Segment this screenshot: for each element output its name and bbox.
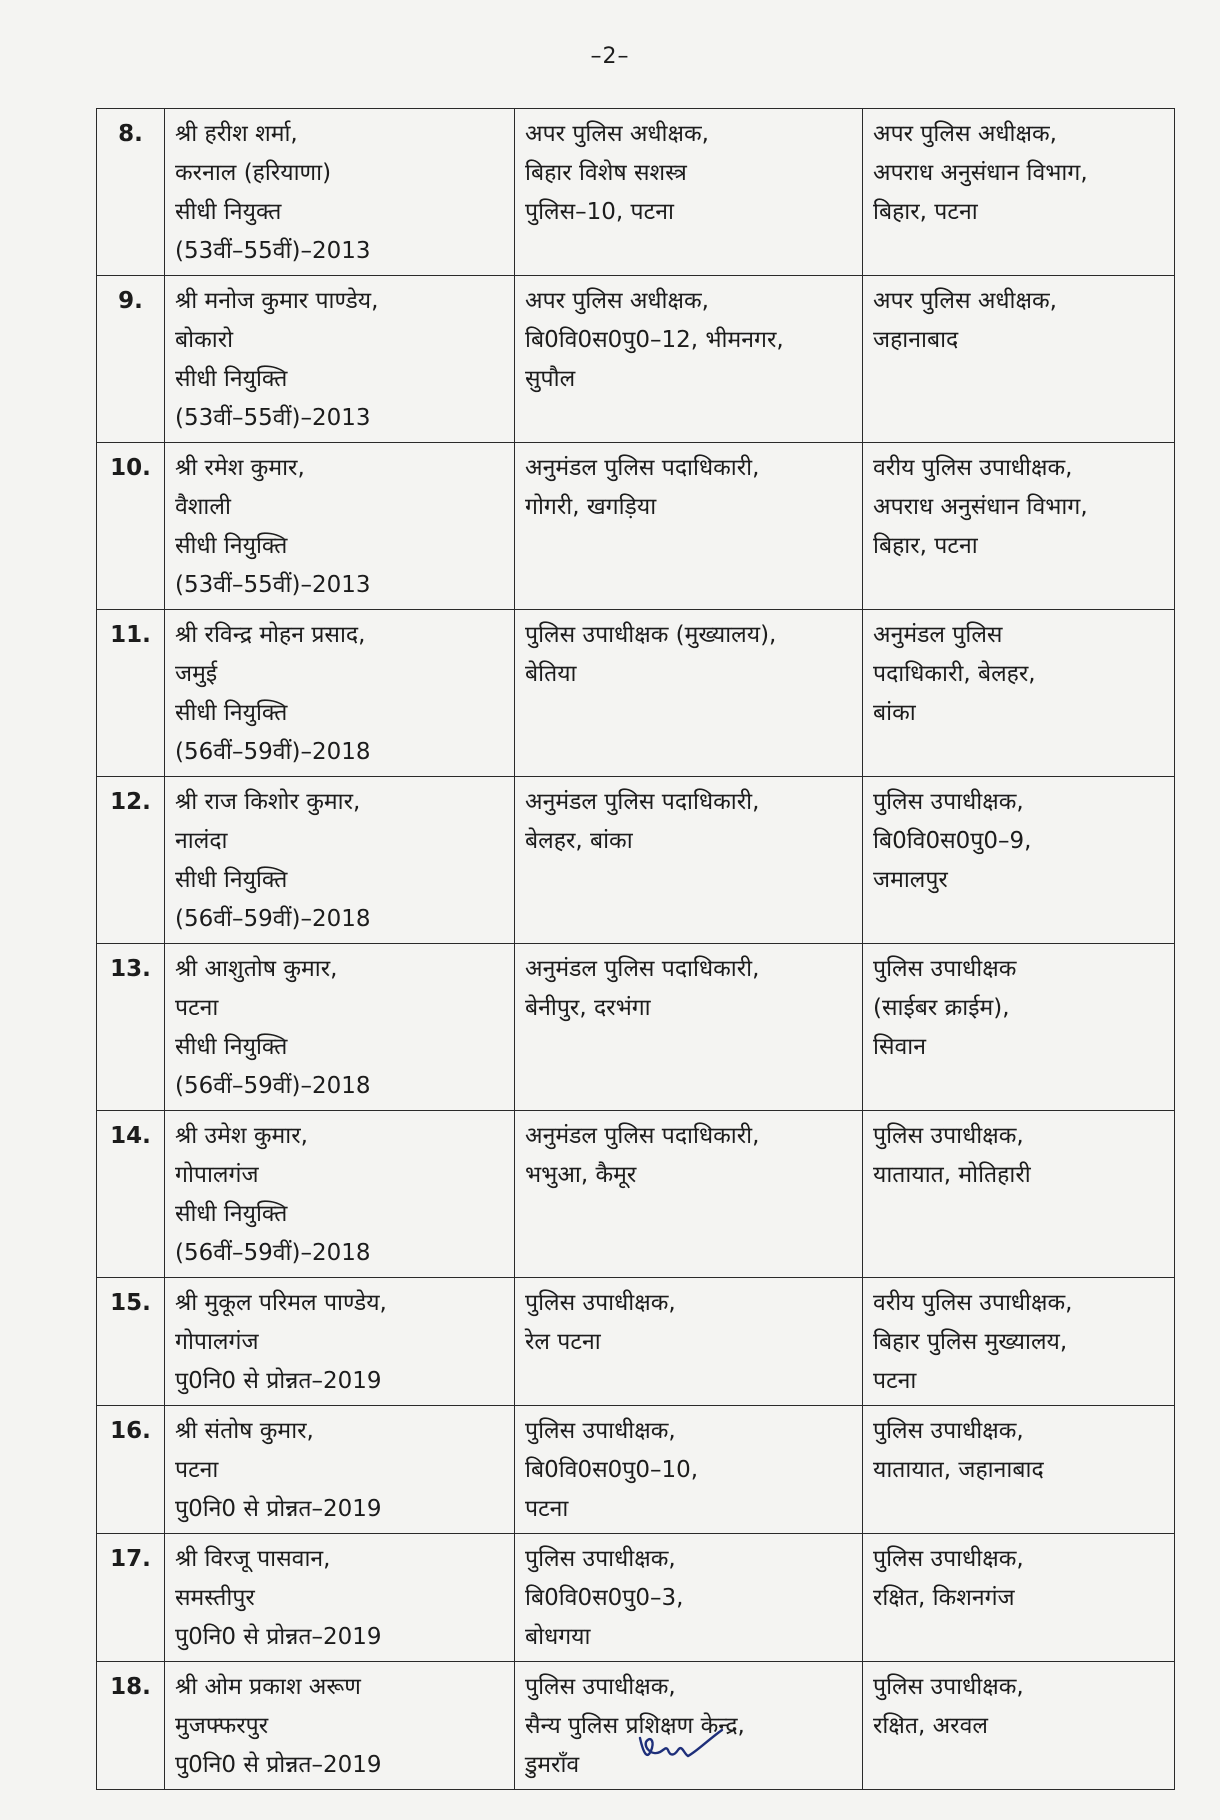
cell-line: श्री विरजू पासवान, (175, 1546, 331, 1572)
cell-line: जहानाबाद (873, 327, 959, 353)
cell-line: अनुमंडल पुलिस (873, 622, 1003, 648)
cell-line: अपर पुलिस अधीक्षक, (873, 288, 1057, 314)
cell-line: पटना (525, 1496, 569, 1522)
cell-line: भभुआ, कैमूर (525, 1162, 637, 1188)
cell-line: बि0वि0स0पु0–12, भीमनगर, (525, 327, 784, 353)
officer-name-cell (165, 1534, 515, 1662)
officer-name-cell (165, 109, 515, 276)
table-row (97, 944, 1175, 1111)
cell-line: बि0वि0स0पु0–9, (873, 828, 1032, 854)
cell-line: पुलिस–10, पटना (525, 199, 674, 225)
cell-line: सीधी नियुक्ति (175, 533, 288, 559)
serial-number: 9. (97, 276, 165, 443)
cell-line: पटना (873, 1368, 917, 1394)
cell-line: पुलिस उपाधीक्षक, (525, 1290, 676, 1316)
cell-line: (53वीं–55वीं)–2013 (175, 572, 371, 598)
cell-line: अनुमंडल पुलिस पदाधिकारी, (525, 1123, 760, 1149)
cell-line: श्री मुकूल परिमल पाण्डेय, (175, 1290, 387, 1316)
signature (630, 1726, 730, 1774)
cell-line: सिवान (873, 1034, 927, 1060)
current-posting-cell (515, 1111, 863, 1278)
serial-number: 18. (97, 1662, 165, 1790)
cell-line: अपर पुलिस अधीक्षक, (525, 288, 709, 314)
cell-line: बिहार विशेष सशस्त्र (525, 160, 687, 186)
table-row (97, 1534, 1175, 1662)
cell-line: श्री ओम प्रकाश अरूण (175, 1674, 361, 1700)
cell-line: पुलिस उपाधीक्षक, (873, 1418, 1024, 1444)
cell-line: गोगरी, खगड़िया (525, 494, 657, 520)
cell-line: पुलिस उपाधीक्षक, (525, 1674, 676, 1700)
cell-line: पटना (175, 995, 219, 1021)
cell-line: पुलिस उपाधीक्षक, (525, 1418, 676, 1444)
cell-line: बेलहर, बांका (525, 828, 633, 854)
cell-line: श्री राज किशोर कुमार, (175, 789, 361, 815)
cell-line: वरीय पुलिस उपाधीक्षक, (873, 1290, 1073, 1316)
cell-line: (56वीं–59वीं)–2018 (175, 906, 371, 932)
cell-line: श्री हरीश शर्मा, (175, 121, 298, 147)
table-row (97, 443, 1175, 610)
serial-number: 12. (97, 777, 165, 944)
cell-line: जमालपुर (873, 867, 948, 893)
cell-line: सीधी नियुक्ति (175, 1201, 288, 1227)
new-posting-cell (863, 109, 1175, 276)
cell-line: अनुमंडल पुलिस पदाधिकारी, (525, 789, 760, 815)
current-posting-cell (515, 443, 863, 610)
table-row (97, 777, 1175, 944)
cell-line: रक्षित, अरवल (873, 1713, 988, 1739)
new-posting-cell (863, 1278, 1175, 1406)
cell-line: नालंदा (175, 828, 228, 854)
officer-name-cell (165, 944, 515, 1111)
cell-line: मुजफ्फरपुर (175, 1713, 269, 1739)
new-posting-cell (863, 1662, 1175, 1790)
cell-line: (53वीं–55वीं)–2013 (175, 405, 371, 431)
current-posting-cell (515, 777, 863, 944)
cell-line: पुलिस उपाधीक्षक, (873, 1674, 1024, 1700)
officer-name-cell (165, 1111, 515, 1278)
table-row (97, 109, 1175, 276)
cell-line: रक्षित, किशनगंज (873, 1585, 1015, 1611)
officer-name-cell (165, 276, 515, 443)
serial-number: 14. (97, 1111, 165, 1278)
cell-line: अनुमंडल पुलिस पदाधिकारी, (525, 455, 760, 481)
cell-line: सीधी नियुक्ति (175, 700, 288, 726)
current-posting-cell (515, 1406, 863, 1534)
cell-line: बोधगया (525, 1624, 591, 1650)
cell-line: (56वीं–59वीं)–2018 (175, 1073, 371, 1099)
officer-name-cell (165, 1406, 515, 1534)
serial-number: 17. (97, 1534, 165, 1662)
cell-line: करनाल (हरियाणा) (175, 160, 332, 186)
cell-line: पुलिस उपाधीक्षक (873, 956, 1017, 982)
cell-line: बिहार, पटना (873, 199, 978, 225)
cell-line: पु0नि0 से प्रोन्नत–2019 (175, 1752, 382, 1778)
cell-line: सीधी नियुक्ति (175, 1034, 288, 1060)
cell-line: अनुमंडल पुलिस पदाधिकारी, (525, 956, 760, 982)
cell-line: पुलिस उपाधीक्षक (मुख्यालय), (525, 622, 777, 648)
cell-line: पटना (175, 1457, 219, 1483)
current-posting-cell (515, 109, 863, 276)
cell-line: बेतिया (525, 661, 577, 687)
serial-number: 13. (97, 944, 165, 1111)
cell-line: अपर पुलिस अधीक्षक, (873, 121, 1057, 147)
new-posting-cell (863, 777, 1175, 944)
new-posting-cell (863, 944, 1175, 1111)
cell-line: (56वीं–59वीं)–2018 (175, 1240, 371, 1266)
cell-line: सीधी नियुक्ति (175, 867, 288, 893)
officer-name-cell (165, 1662, 515, 1790)
cell-line: समस्तीपुर (175, 1585, 255, 1611)
cell-line: सीधी नियुक्ति (175, 366, 288, 392)
cell-line: अपराध अनुसंधान विभाग, (873, 160, 1088, 186)
cell-line: वरीय पुलिस उपाधीक्षक, (873, 455, 1073, 481)
table-row (97, 1406, 1175, 1534)
cell-line: जमुई (175, 661, 218, 687)
cell-line: श्री रविन्द्र मोहन प्रसाद, (175, 622, 366, 648)
serial-number: 15. (97, 1278, 165, 1406)
current-posting-cell (515, 1534, 863, 1662)
new-posting-cell (863, 276, 1175, 443)
cell-line: श्री आशुतोष कुमार, (175, 956, 338, 982)
cell-line: पुलिस उपाधीक्षक, (873, 1546, 1024, 1572)
officer-name-cell (165, 1278, 515, 1406)
cell-line: (साईबर क्राईम), (873, 995, 1010, 1021)
new-posting-cell (863, 1111, 1175, 1278)
serial-number: 8. (97, 109, 165, 276)
new-posting-cell (863, 1534, 1175, 1662)
cell-line: पु0नि0 से प्रोन्नत–2019 (175, 1368, 382, 1394)
cell-line: अपराध अनुसंधान विभाग, (873, 494, 1088, 520)
new-posting-cell (863, 1406, 1175, 1534)
cell-line: पु0नि0 से प्रोन्नत–2019 (175, 1496, 382, 1522)
cell-line: सैन्य पुलिस प्रशिक्षण केन्द्र, (525, 1713, 745, 1739)
cell-line: बोकारो (175, 327, 234, 353)
cell-line: सीधी नियुक्त (175, 199, 282, 225)
serial-number: 10. (97, 443, 165, 610)
cell-line: (53वीं–55वीं)–2013 (175, 238, 371, 264)
cell-line: पु0नि0 से प्रोन्नत–2019 (175, 1624, 382, 1650)
cell-line: बिहार पुलिस मुख्यालय, (873, 1329, 1068, 1355)
cell-line: बेनीपुर, दरभंगा (525, 995, 651, 1021)
serial-number: 11. (97, 610, 165, 777)
current-posting-cell (515, 1278, 863, 1406)
cell-line: बिहार, पटना (873, 533, 978, 559)
serial-number: 16. (97, 1406, 165, 1534)
cell-line: सुपौल (525, 366, 576, 392)
current-posting-cell (515, 610, 863, 777)
officer-name-cell (165, 443, 515, 610)
cell-line: अपर पुलिस अधीक्षक, (525, 121, 709, 147)
cell-line: श्री रमेश कुमार, (175, 455, 305, 481)
cell-line: (56वीं–59वीं)–2018 (175, 739, 371, 765)
current-posting-cell (515, 276, 863, 443)
officer-name-cell (165, 610, 515, 777)
table-row (97, 610, 1175, 777)
cell-line: श्री मनोज कुमार पाण्डेय, (175, 288, 379, 314)
cell-line: श्री उमेश कुमार, (175, 1123, 308, 1149)
new-posting-cell (863, 443, 1175, 610)
cell-line: रेल पटना (525, 1329, 601, 1355)
cell-line: बि0वि0स0पु0–3, (525, 1585, 684, 1611)
cell-line: पदाधिकारी, बेलहर, (873, 661, 1036, 687)
cell-line: गोपालगंज (175, 1329, 259, 1355)
page-number: –2– (590, 44, 630, 69)
cell-line: पुलिस उपाधीक्षक, (873, 1123, 1024, 1149)
officer-name-cell (165, 777, 515, 944)
cell-line: बि0वि0स0पु0–10, (525, 1457, 699, 1483)
cell-line: पुलिस उपाधीक्षक, (873, 789, 1024, 815)
table-row (97, 1278, 1175, 1406)
cell-line: यातायात, मोतिहारी (873, 1162, 1031, 1188)
transfer-table (96, 108, 1175, 1790)
cell-line: पुलिस उपाधीक्षक, (525, 1546, 676, 1572)
new-posting-cell (863, 610, 1175, 777)
table-row (97, 1111, 1175, 1278)
cell-line: श्री संतोष कुमार, (175, 1418, 314, 1444)
cell-line: वैशाली (175, 494, 231, 520)
table-row (97, 276, 1175, 443)
cell-line: गोपालगंज (175, 1162, 259, 1188)
current-posting-cell (515, 944, 863, 1111)
cell-line: डुमराँव (525, 1752, 580, 1778)
cell-line: यातायात, जहानाबाद (873, 1457, 1044, 1483)
cell-line: बांका (873, 700, 916, 726)
